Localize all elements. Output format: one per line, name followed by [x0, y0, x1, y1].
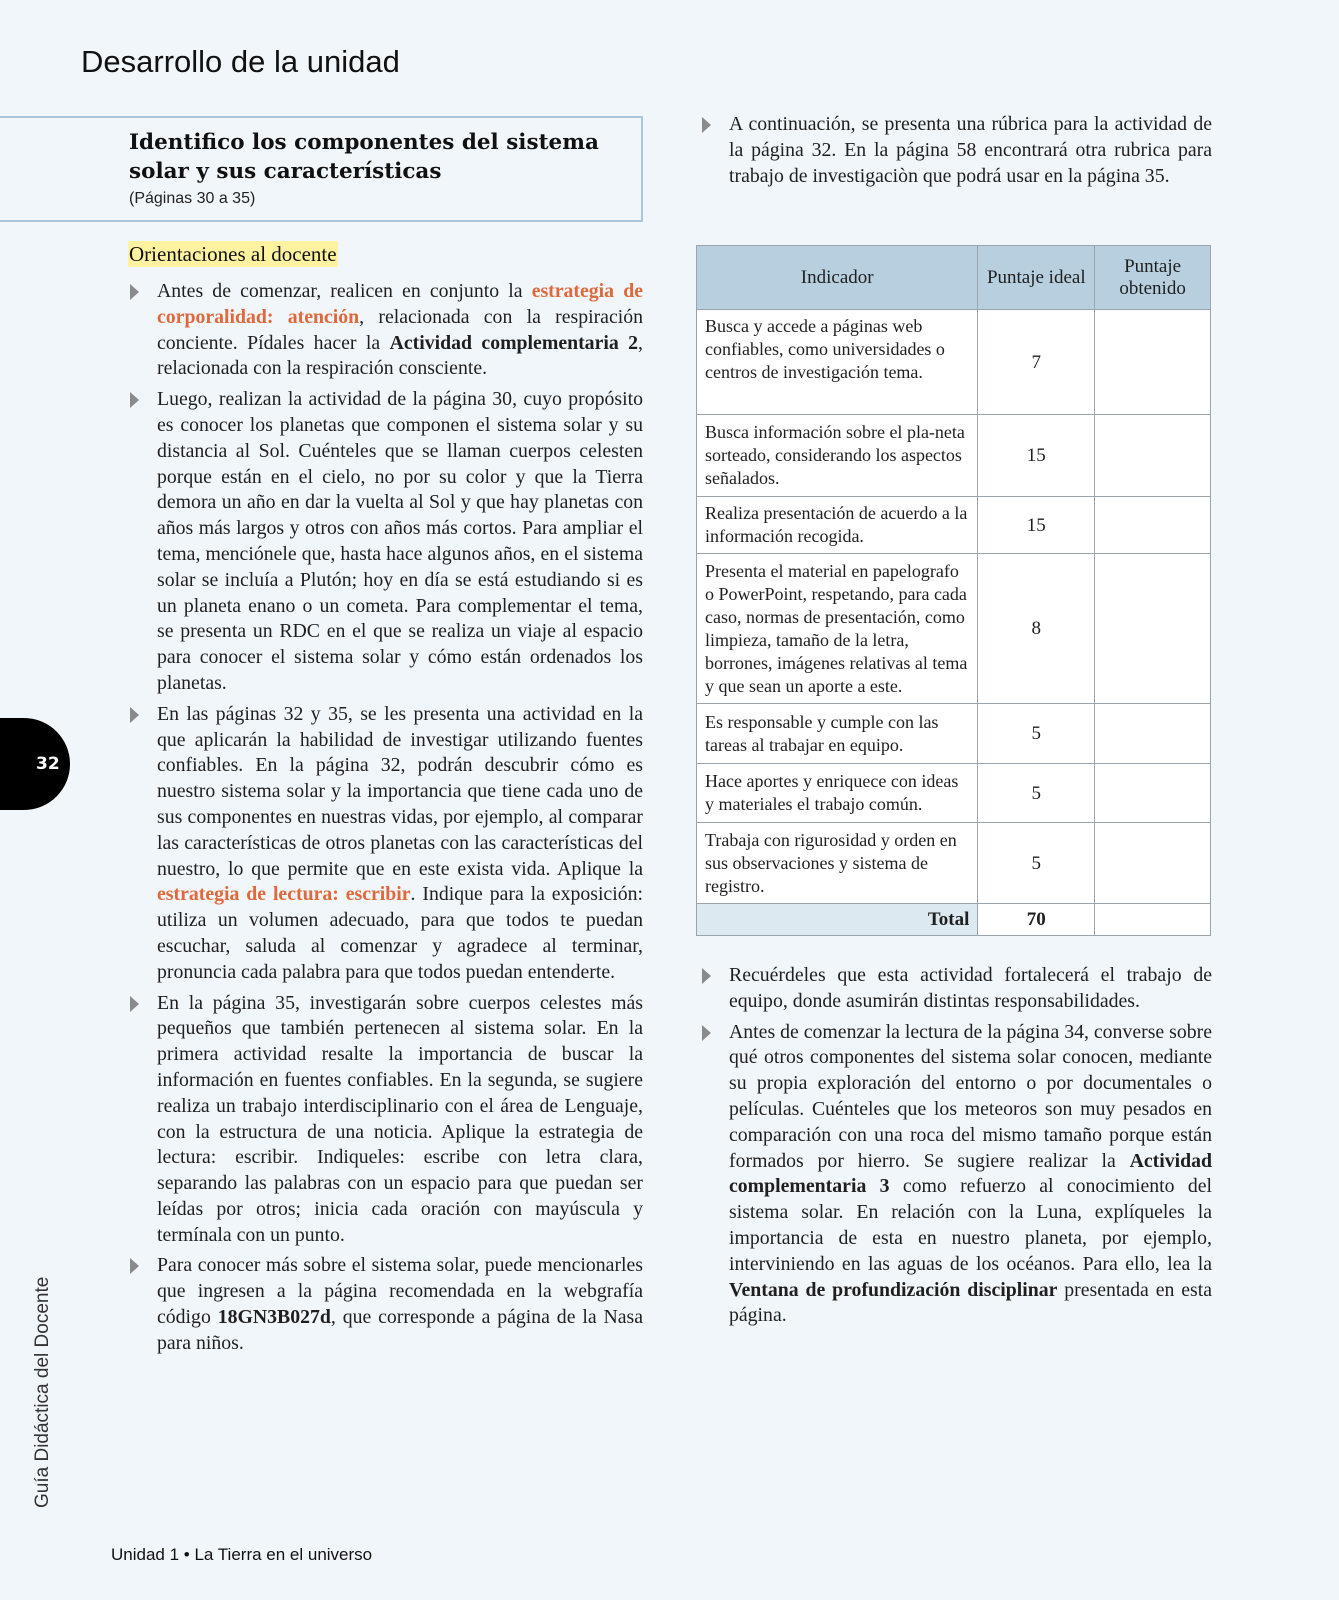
bullet-text: Recuérdeles que esta actividad fortalecerá el trabajo de equipo, donde asumirán distintas responsabilidades. [729, 964, 1212, 1012]
obtenido-cell [1095, 704, 1211, 764]
bullet-text: , relacionada con la respiración conciente. Pídales hacer la [157, 305, 643, 354]
obtenido-cell [1095, 310, 1211, 415]
bullet-text: , que corresponde a página de la Nasa para niños. [157, 1306, 643, 1354]
table-row [697, 704, 1211, 764]
bullet-icon [702, 117, 711, 133]
topic-pages: (Páginas 30 a 35) [129, 190, 256, 207]
total-label: Total [697, 904, 978, 936]
bullet-icon [130, 1258, 139, 1274]
bullet-text: En las páginas 32 y 35, se les presenta una actividad en la que aplicarán la habilidad de investigar utilizando fuentes confiables. En la página 32, podrán descubrir cómo es nuestro sistema solar y la importancia que tiene cada uno de sus componentes en nuestras vidas, por ejemplo, al comparar las características de otros planetas con las características del nuestro, lo que permite que en este exista vida. Aplique la [157, 702, 643, 880]
table-row [697, 497, 1211, 554]
bullet-item [128, 1253, 643, 1356]
indicador-cell: Hace aportes y enriquece con ideas y materiales el trabajo común. [697, 764, 978, 823]
footer [111, 1545, 372, 1565]
bullet-text: como refuerzo al conocimiento del sistema solar. En relación con la Luna, explíqueles la importancia de esta en nuestro planeta, por ejemplo, interviniendo en las aguas de los océanos. Para ello, lea la [729, 1175, 1212, 1275]
bullet-item [128, 702, 643, 986]
left-column [128, 279, 643, 1362]
total-obtenido-cell [1095, 904, 1211, 936]
topic-box [0, 116, 643, 222]
indicador-cell: Trabaja con rigurosidad y orden en sus observaciones y sistema de registro. [697, 823, 978, 904]
indicador-cell: Presenta el material en papelografo o PowerPoint, respetando, para cada caso, normas de presentación, como limpieza, tamaño de la letra, borrones, imágenes relativas al tema y que sean un aporte a este. [697, 554, 978, 704]
obtenido-cell [1095, 554, 1211, 704]
bullet-icon [702, 968, 711, 984]
page-header-title: Desarrollo de la unidad [81, 44, 400, 79]
indicador-cell: Es responsable y cumple con las tareas al trabajar en equipo. [697, 704, 978, 764]
bullet-text: . Indique para la exposición: utiliza un volumen adecuado, para que todos te puedan escuchar, saluda al comenzar y agradece al terminar, pronuncia cada palabra para que todos puedan entenderte. [157, 883, 643, 983]
bullet-item [128, 991, 643, 1249]
obtenido-cell [1095, 415, 1211, 497]
bullet-icon [130, 392, 139, 408]
rubric-header-row [697, 246, 1211, 310]
header-puntaje-ideal: Puntaje ideal [978, 246, 1095, 310]
table-row [697, 823, 1211, 904]
bullet-text: Luego, realizan la actividad de la página 30, cuyo propósito es conocer los planetas que componen el sistema solar y su distancia al Sol. Cuénteles que se llaman cuerpos celesten porque están en el cielo, no por su color y que la Tierra demora un año en dar la vuelta al Sol y que hay planetas con años más largos y otros con años más cortos. Para ampliar el tema, menciónele que, hasta hace algunos años, en el sistema solar se incluía a Plutón; hoy en día se está estudiando si es un planeta enano o un cometa. Para complementar el tema, se presenta un RDC en el que se realiza un viaje al espacio para conocer el sistema solar y cómo están ordenados los planetas. [157, 388, 643, 694]
orientaciones-heading: Orientaciones al docente [129, 242, 337, 266]
obtenido-cell [1095, 497, 1211, 554]
page-number-tab: 32 [0, 718, 70, 810]
bullet-text: A continuación, se presenta una rúbrica para la actividad de la página 32. En la página 58 encontrará otra rubrica para trabajo de investigaciòn que podrá usar en la página 35. [729, 113, 1212, 187]
bullet-item [700, 112, 1212, 189]
bullet-text: Para conocer más sobre el sistema solar, puede mencionarles que ingresen a la página recomendada en la webgrafía código [157, 1254, 643, 1329]
webgraphy-code: 18GN3B027d [217, 1306, 331, 1329]
window-reference: Ventana de profundización disciplinar [729, 1278, 1058, 1301]
bullet-text: Antes de comenzar la lectura de la página 34, converse sobre qué otros componentes del sistema solar conocen, mediante su propia exploración del entorno o por documentales o películas. Cuénteles que los meteoros son muy pesados en comparación con una roca del mismo tamaño porque están formados por hierro. Se sugiere realizar la [729, 1020, 1212, 1172]
table-row [697, 310, 1211, 415]
total-row [697, 904, 1211, 936]
bullet-item [128, 279, 643, 382]
bullet-icon [130, 707, 139, 723]
footer-separator: • [179, 1545, 195, 1564]
activity-reference: Actividad complementaria 3 [729, 1149, 1212, 1198]
side-label: Guía Didáctica del Docente [32, 1276, 53, 1508]
topic-title: Identifico los componentes del sistema solar y sus características [129, 130, 599, 184]
bullet-text: Antes de comenzar, realicen en conjunto la [157, 280, 532, 302]
rubric-table [696, 245, 1211, 936]
right-bottom-column [700, 963, 1212, 1334]
ideal-cell: 15 [978, 497, 1095, 554]
footer-unit: Unidad 1 [111, 1545, 180, 1564]
footer-title: La Tierra en el universo [194, 1545, 373, 1564]
right-top-column [700, 112, 1212, 194]
obtenido-cell [1095, 764, 1211, 823]
bullet-item [128, 387, 643, 697]
ideal-cell: 5 [978, 823, 1095, 904]
ideal-cell: 7 [978, 310, 1095, 415]
total-value: 70 [978, 904, 1095, 936]
ideal-cell: 5 [978, 764, 1095, 823]
indicador-cell: Realiza presentación de acuerdo a la información recogida. [697, 497, 978, 554]
activity-reference: Actividad complementaria 2 [389, 331, 639, 354]
header-puntaje-obtenido: Puntaje obtenido [1095, 246, 1211, 310]
strategy-highlight: estrategia de lectura: escribir [157, 883, 411, 906]
bullet-icon [130, 284, 139, 300]
ideal-cell: 15 [978, 415, 1095, 497]
ideal-cell: 5 [978, 704, 1095, 764]
bullet-item [700, 963, 1212, 1015]
bullet-text: , relacionada con la respiración consciente. [157, 331, 643, 380]
strategy-highlight: estrategia de corporalidad: atención [157, 280, 644, 328]
table-row [697, 554, 1211, 704]
table-row [697, 764, 1211, 823]
bullet-icon [702, 1025, 711, 1041]
indicador-cell: Busca y accede a páginas web confiables, como universidades o centros de investigación tema. [697, 310, 978, 415]
bullet-text: En la página 35, investigarán sobre cuerpos celestes más pequeños que también pertenecen al sistema solar. En la primera actividad resalte la importancia de buscar la información en fuentes confiables. En la segunda, se sugiere realiza un trabajo interdisciplinario con el área de Lenguaje, con la estructura de una noticia. Aplique la estrategia de lectura: escribir. Indiqueles: escribe con letra clara, separando las palabras con un espacio para que puedan ser leídas por otros; inicia cada oración con mayúscula y termínala con un punto. [157, 991, 643, 1246]
obtenido-cell [1095, 823, 1211, 904]
bullet-icon [130, 996, 139, 1012]
header-indicador: Indicador [697, 246, 978, 310]
table-row [697, 415, 1211, 497]
ideal-cell: 8 [978, 554, 1095, 704]
bullet-item [700, 1020, 1212, 1330]
bullet-text: presentada en esta página. [729, 1278, 1212, 1327]
indicador-cell: Busca información sobre el pla-neta sorteado, considerando los aspectos señalados. [697, 415, 978, 497]
